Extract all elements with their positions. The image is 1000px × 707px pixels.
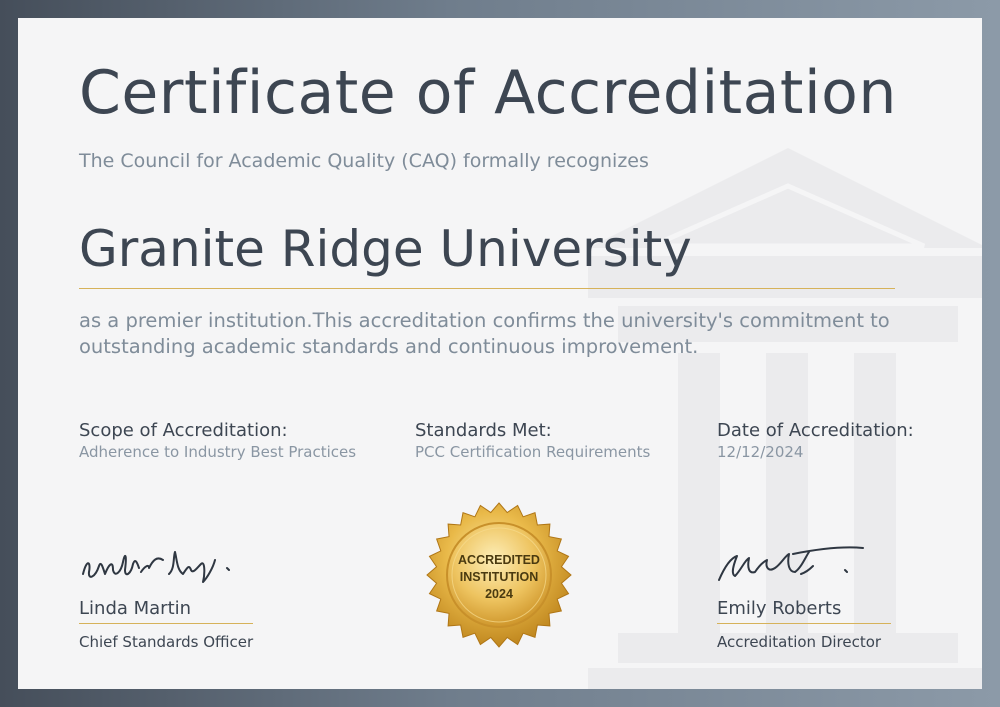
detail-label: Standards Met:	[415, 420, 552, 441]
signatory-name: Linda Martin	[79, 598, 192, 619]
signature-right-icon	[717, 538, 907, 594]
signature-left-icon	[79, 538, 269, 594]
detail-scope	[79, 420, 356, 461]
detail-date	[717, 420, 914, 461]
detail-label: Scope of Accreditation:	[79, 420, 288, 441]
seal-line-1: ACCREDITED	[458, 553, 540, 567]
accreditation-statement: as a premier institution.This accreditation confirms the university's commitment to outstanding academic standards and continuous improvement.	[79, 309, 890, 358]
signatory-name: Emily Roberts	[717, 598, 842, 619]
recipient-name: Granite Ridge University	[79, 220, 692, 278]
detail-value: Adherence to Industry Best Practices	[79, 443, 357, 461]
intro-text: The Council for Academic Quality (CAQ) formally recognizes	[79, 150, 649, 172]
certificate-sheet	[18, 18, 982, 689]
signatory-role: Accreditation Director	[717, 633, 882, 651]
signatory-right	[717, 538, 917, 651]
seal-text	[426, 552, 572, 603]
detail-value: 12/12/2024	[717, 443, 804, 461]
certificate-title: Certificate of Accreditation	[79, 58, 897, 128]
signatory-role: Chief Standards Officer	[79, 633, 254, 651]
signature-line	[717, 623, 891, 624]
signature-line	[79, 623, 253, 624]
seal-line-2: INSTITUTION	[459, 570, 539, 584]
detail-standards	[415, 420, 650, 461]
seal-line-3: 2024	[485, 587, 513, 601]
accreditation-seal	[426, 502, 572, 648]
detail-value: PCC Certification Requirements	[415, 443, 651, 461]
detail-label: Date of Accreditation:	[717, 420, 914, 441]
signatory-left	[79, 538, 279, 651]
gold-divider	[79, 288, 895, 289]
